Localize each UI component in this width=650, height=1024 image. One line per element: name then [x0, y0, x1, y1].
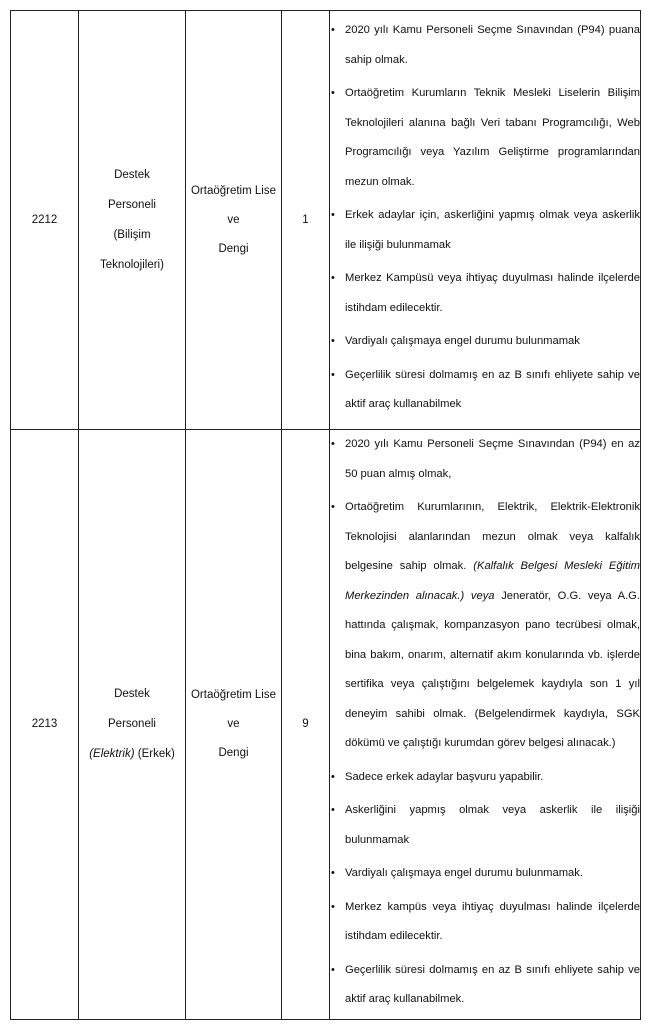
requirement-item: • Merkez kampüs veya ihtiyaç duyulması halinde ilçelerde istihdam edilecektir.	[330, 893, 640, 952]
education-line: Ortaöğretim Lise ve	[190, 184, 276, 226]
title-line: Personeli	[108, 199, 156, 211]
education-line: Dengi	[218, 746, 249, 759]
position-code: 2212	[11, 11, 79, 430]
requirements-cell	[330, 430, 641, 1020]
requirements-cell	[330, 11, 641, 430]
requirements-list	[330, 430, 640, 1015]
position-title	[79, 430, 186, 1020]
requirement-item: • 2020 yılı Kamu Personeli Seçme Sınavından (P94) en az 50 puan almış olmak,	[330, 430, 640, 489]
requirement-item: • Merkez Kampüsü veya ihtiyaç duyulması halinde ilçelerde istihdam edilecektir.	[330, 264, 640, 323]
title-line: Personeli	[108, 718, 156, 731]
requirement-item: • Ortaöğretim Kurumların Teknik Mesleki Liselerin Bilişim Teknolojileri alanına bağlı Veri tabanı Programcılığı, Web Programcılığı veya Yazılım Geliştirme programlarından mezun olmak.	[330, 79, 640, 197]
requirement-item: • Askerliğini yapmış olmak veya askerlik ile ilişiği bulunmamak	[330, 796, 640, 855]
title-line	[79, 739, 185, 769]
education-line: Dengi	[218, 242, 249, 255]
requirement-item: • Geçerlilik süresi dolmamış en az B sınıfı ehliyete sahip ve aktif araç kullanabilmek	[330, 361, 640, 420]
requirement-item: • Erkek adaylar için, askerliğini yapmış olmak veya askerlik ile ilişiği bulunmamak	[330, 201, 640, 260]
education-line: Ortaöğretim Lise ve	[190, 688, 276, 730]
title-line: Teknolojileri)	[100, 259, 164, 271]
education-level	[186, 430, 282, 1020]
education-level	[186, 11, 282, 430]
table-row	[11, 430, 641, 1020]
requirement-item	[330, 493, 640, 759]
title-rest-part: (Erkek)	[134, 748, 175, 761]
requirement-text: Jeneratör, O.G. veya A.G. hattında çalışmak, kompanzasyon pano tecrübesi olmak, bina bakım, onarım, alternatif akım konularında vb. işlerde sertifika veya çalıştığını belgelemek kaydıyla son 1 yıl deneyim sahibi olmak. (Belgelendirmek kaydıyla, SGK dökümü ve çalıştığı kurumdan görev belgesi alınacak.)	[345, 589, 640, 749]
title-italic-part: (Elektrik)	[89, 748, 135, 761]
title-line: Destek	[114, 688, 150, 701]
position-count: 1	[282, 11, 330, 430]
requirement-item: • Vardiyalı çalışmaya engel durumu bulunmamak.	[330, 859, 640, 889]
position-count: 9	[282, 430, 330, 1020]
requirements-list	[330, 16, 640, 420]
positions-table	[10, 10, 641, 1020]
requirement-item: • 2020 yılı Kamu Personeli Seçme Sınavından (P94) puana sahip olmak.	[330, 16, 640, 75]
title-line: (Bilişim	[113, 229, 151, 241]
position-code: 2213	[11, 430, 79, 1020]
requirement-text: Ortaöğretim Kurumlarının, Elektrik, Elektrik-Elektronik Teknolojisi alanlarından mezun olmak veya kalfalık belgesine sahip olmak.	[345, 501, 640, 572]
position-title	[79, 11, 186, 430]
requirement-italic-text: (Kalfalık Belgesi Mesleki Eğitim Merkezinden alınacak.) veya	[345, 560, 641, 602]
requirement-item: • Geçerlilik süresi dolmamış en az B sınıfı ehliyete sahip ve aktif araç kullanabilmek.	[330, 956, 640, 1015]
requirement-item: • Vardiyalı çalışmaya engel durumu bulunmamak	[330, 327, 640, 357]
requirement-item: • Sadece erkek adaylar başvuru yapabilir.	[330, 763, 640, 793]
title-line: Destek	[114, 169, 150, 181]
table-row	[11, 11, 641, 430]
